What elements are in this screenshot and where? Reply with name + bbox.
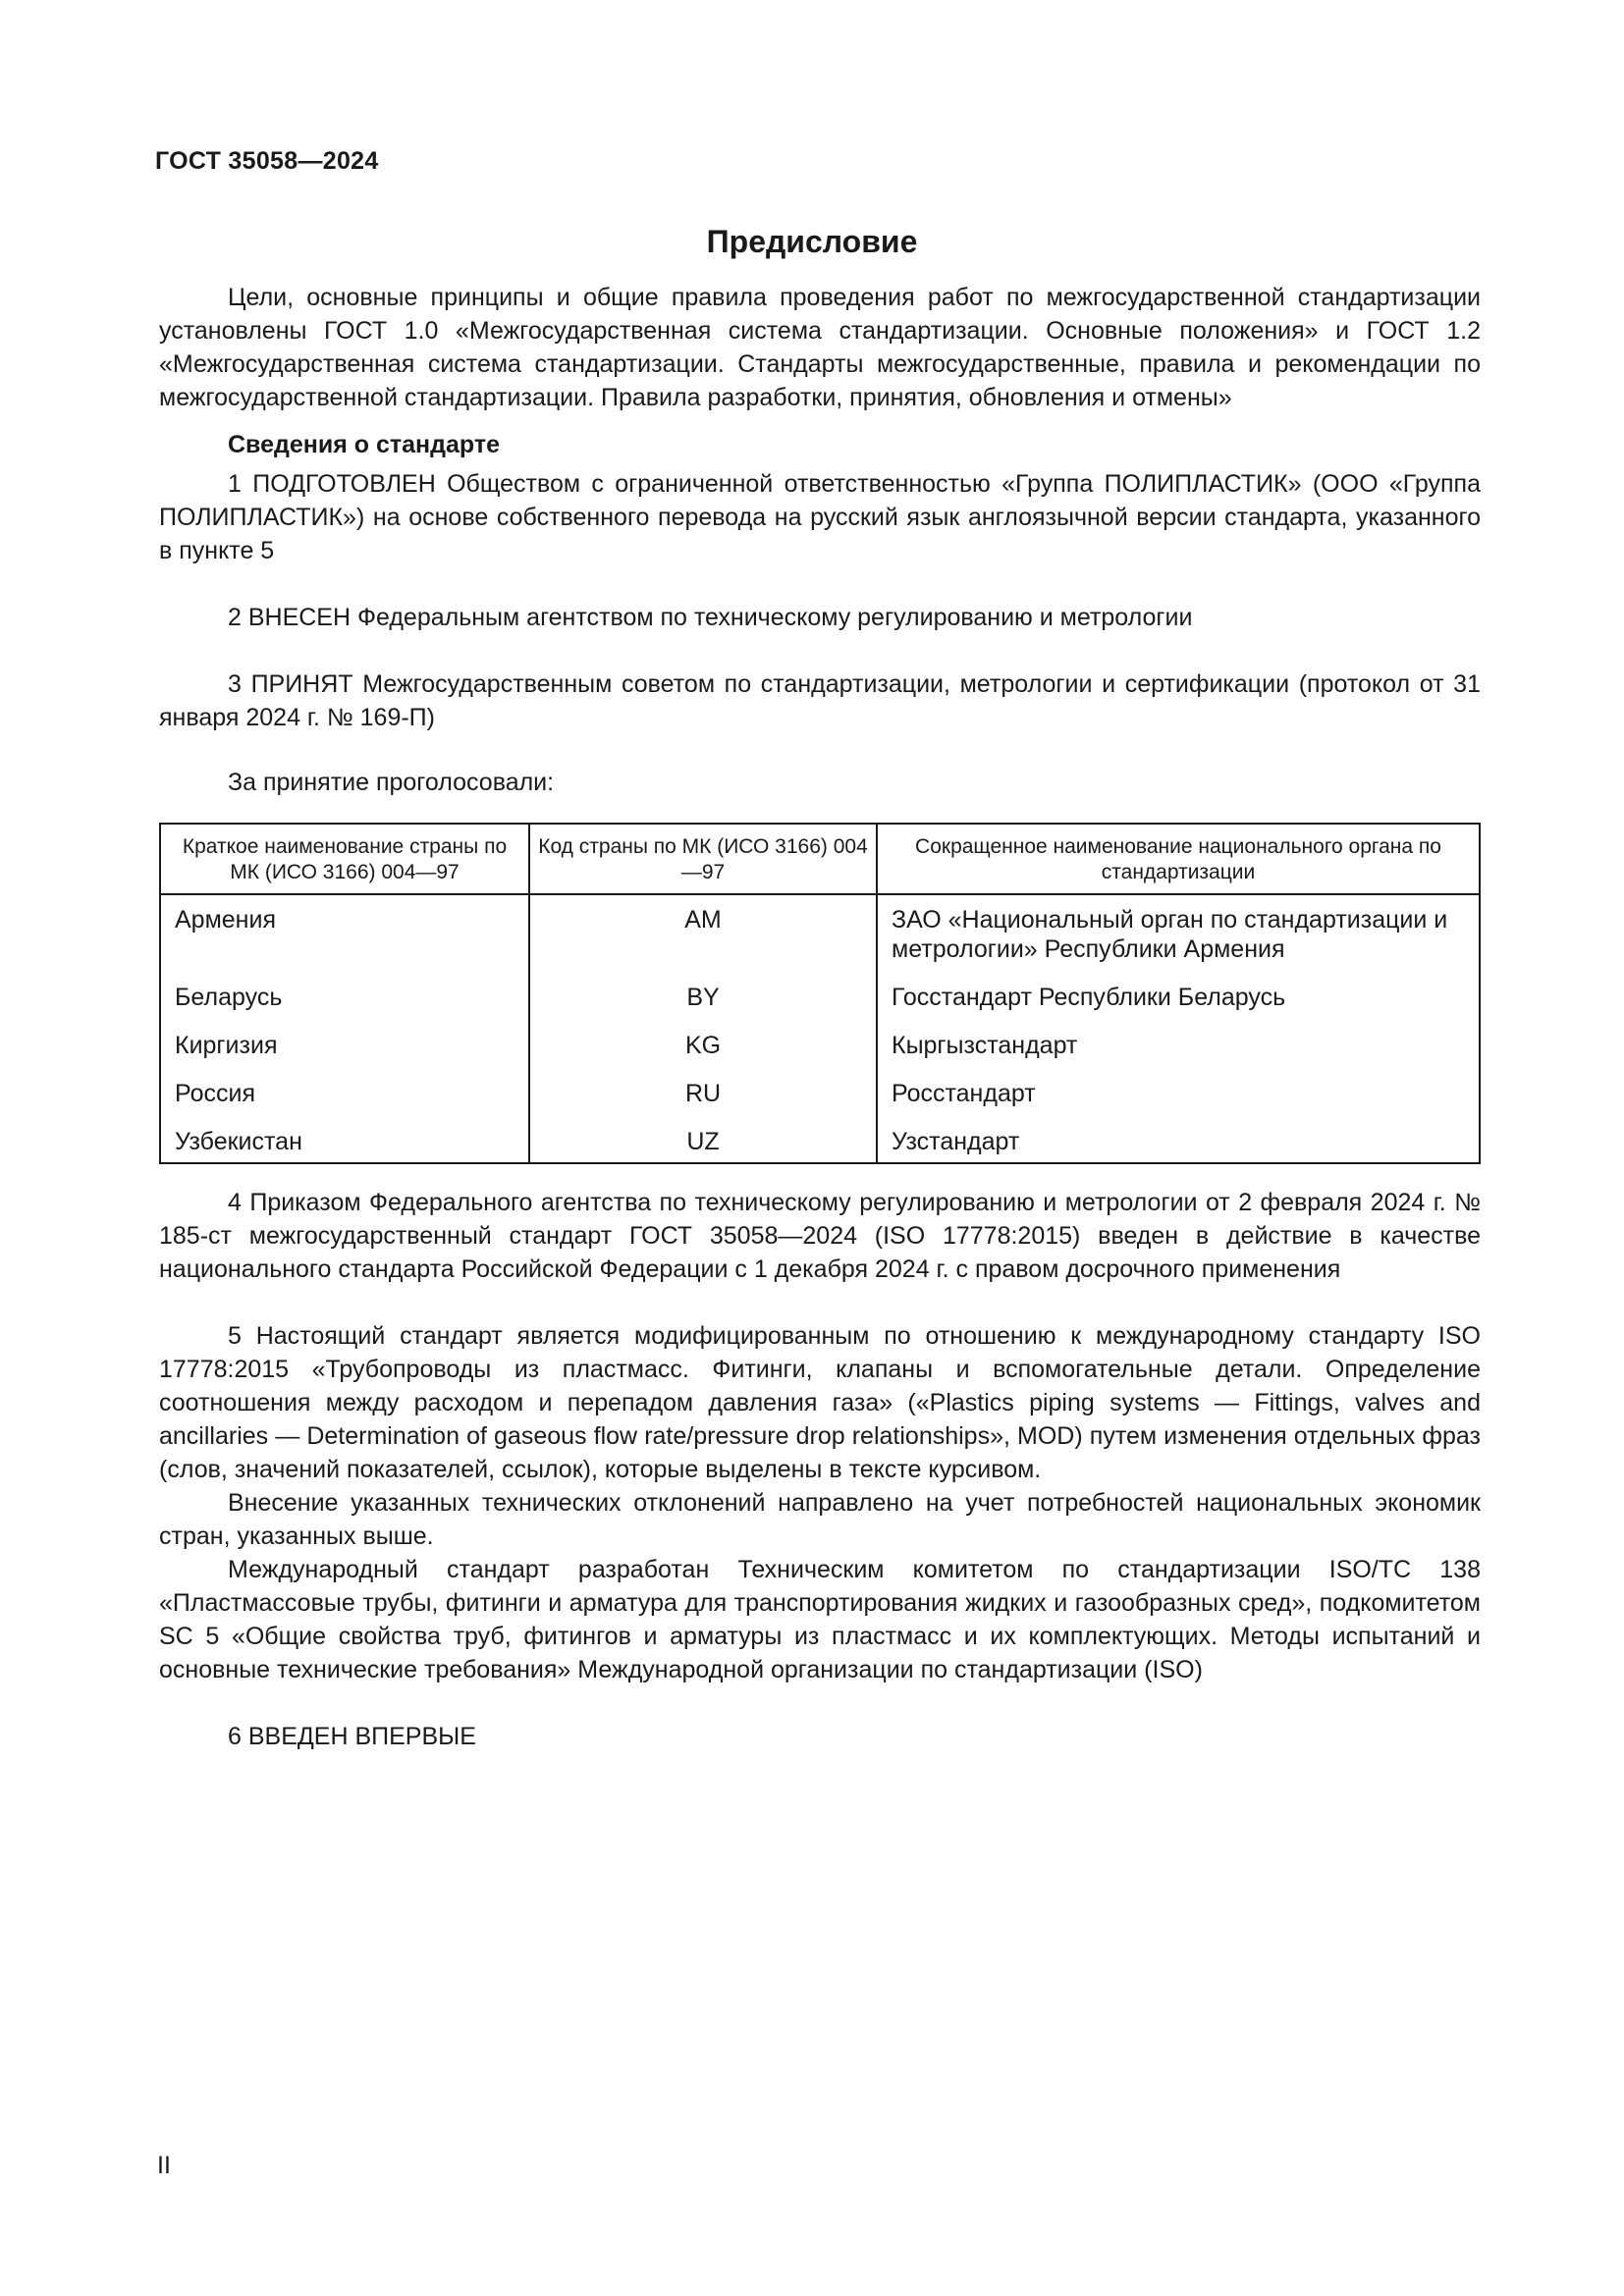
table-row	[160, 1012, 1480, 1060]
item-1-paragraph: 1 ПОДГОТОВЛЕН Обществом с ограниченной ответственностью «Группа ПОЛИПЛАСТИК» (ООО «Группа ПОЛИПЛАСТИК») на основе собственного перевода на русский язык англоязычной версии стандарта, указанного в пункте 5	[159, 470, 1481, 564]
table-row	[160, 964, 1480, 1012]
country-code: AM	[529, 894, 877, 964]
country-name: Киргизия	[160, 1012, 529, 1060]
document-code: ГОСТ 35058—2024	[155, 147, 379, 175]
item-6-paragraph: 6 ВВЕДЕН ВПЕРВЫЕ	[228, 1723, 476, 1750]
page-number: II	[157, 2152, 171, 2179]
intro-paragraph: Цели, основные принципы и общие правила проведения работ по межгосударственной стандартизации установлены ГОСТ 1.0 «Межгосударственная система стандартизации. Основные положения» и ГОСТ 1.2 «Межгосударственная система стандартизации. Стандарты межгосударственные, правила и рекомендации по межгосударственной стандартизации. Правила разработки, принятия, обновления и отмены»	[159, 284, 1481, 411]
table-header-code: Код страны по МК (ИСО 3166) 004—97	[529, 824, 877, 894]
country-name: Армения	[160, 894, 529, 964]
table-header-row	[160, 824, 1480, 894]
country-code: KG	[529, 1012, 877, 1060]
table-header-country: Краткое наименование страны по МК (ИСО 3166) 004—97	[160, 824, 529, 894]
document-body	[159, 281, 1481, 1753]
standards-body: Росстандарт	[877, 1060, 1480, 1108]
country-name: Узбекистан	[160, 1108, 529, 1163]
country-code: UZ	[529, 1108, 877, 1163]
table-row	[160, 1060, 1480, 1108]
table-header-body: Сокращенное наименование национального органа по стандартизации	[877, 824, 1480, 894]
item-5-deviations-paragraph: Внесение указанных технических отклонений направлено на учет потребностей национальных экономик стран, указанных выше.	[159, 1489, 1481, 1550]
country-name: Россия	[160, 1060, 529, 1108]
voted-label: За принятие проголосовали:	[228, 769, 555, 796]
standards-body: Кыргызстандарт	[877, 1012, 1480, 1060]
country-code: BY	[529, 964, 877, 1012]
item-5-paragraph: 5 Настоящий стандарт является модифицированным по отношению к международному стандарту ISO 17778:2015 «Трубопроводы из пластмасс. Фитинги, клапаны и вспомогательные детали. Определение соотношения между расходом и перепадом давления газа» («Plastics piping systems — Fittings, valves and ancillaries — Determination of gaseous flow rate/pressure drop relationships», MOD) путем изменения отдельных фраз (слов, значений показателей, ссылок), которые выделены в тексте курсивом.	[159, 1322, 1481, 1483]
item-4-paragraph: 4 Приказом Федерального агентства по техническому регулированию и метрологии от 2 февраля 2024 г. № 185-ст межгосударственный стандарт ГОСТ 35058—2024 (ISO 17778:2015) введен в действие в качестве национального стандарта Российской Федерации с 1 декабря 2024 г. с правом досрочного применения	[159, 1189, 1481, 1283]
standards-body: Узстандарт	[877, 1108, 1480, 1163]
item-2-paragraph: 2 ВНЕСЕН Федеральным агентством по техническому регулированию и метрологии	[228, 604, 1193, 631]
table-row	[160, 894, 1480, 964]
standards-body: Госстандарт Республики Беларусь	[877, 964, 1480, 1012]
country-name: Беларусь	[160, 964, 529, 1012]
voting-countries-table	[159, 823, 1481, 1164]
standard-info-heading: Сведения о стандарте	[228, 431, 501, 458]
standards-body: ЗАО «Национальный орган по стандартизации и метрологии» Республики Армения	[877, 894, 1480, 964]
page-title: Предисловие	[706, 224, 918, 259]
country-code: RU	[529, 1060, 877, 1108]
item-5-committee-paragraph: Международный стандарт разработан Техническим комитетом по стандартизации ISO/TC 138 «Пластмассовые трубы, фитинги и арматура для транспортирования жидких и газообразных сред», подкомитетом SC 5 «Общие свойства труб, фитингов и арматуры из пластмасс и их комплектующих. Методы испытаний и основные технические требования» Международной организации по стандартизации (ISO)	[159, 1556, 1481, 1683]
table-row	[160, 1108, 1480, 1163]
item-3-paragraph: 3 ПРИНЯТ Межгосударственным советом по стандартизации, метрологии и сертификации (протокол от 31 января 2024 г. № 169-П)	[159, 670, 1481, 731]
